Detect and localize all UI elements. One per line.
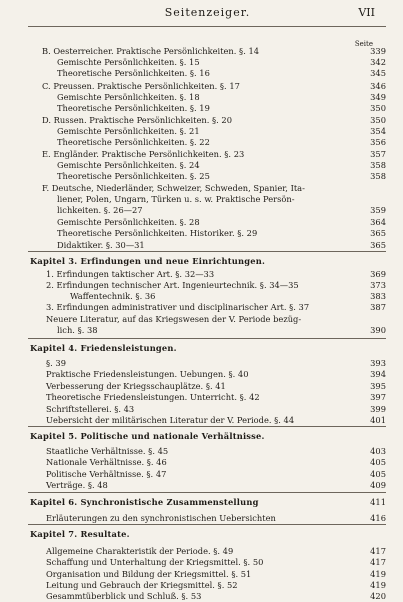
toc-entry bbox=[0, 160, 403, 171]
toc-entry-page: 350 bbox=[370, 115, 386, 125]
toc-chapter-heading bbox=[0, 256, 403, 267]
toc-entry bbox=[0, 404, 403, 415]
toc-entry-text: Neuere Literatur, auf das Kriegswesen der V. Periode bezüg- bbox=[46, 314, 302, 324]
toc-entry-text: Uebersicht der militärischen Literatur der V. Periode. §. 44 bbox=[46, 415, 295, 425]
toc-entry-text: Praktische Friedensleistungen. Uebungen. §. 40 bbox=[46, 369, 249, 379]
toc-entry-text: Gesammtüberblick und Schluß. §. 53 bbox=[46, 591, 202, 601]
page-number: VII bbox=[358, 6, 375, 19]
toc-entry-text: Leitung und Gebrauch der Kriegsmittel. §. 52 bbox=[46, 580, 238, 590]
toc-entry-page: 358 bbox=[370, 160, 386, 170]
toc-entry bbox=[0, 183, 403, 194]
toc-entry bbox=[0, 392, 403, 403]
toc-entry bbox=[0, 92, 403, 103]
section-rule bbox=[28, 524, 386, 525]
section-rule bbox=[28, 251, 386, 252]
toc-entry bbox=[0, 115, 403, 126]
toc-entry-text: Allgemeine Charakteristik der Periode. §. 49 bbox=[46, 546, 234, 556]
toc-entry-text: Gemischte Persönlichkeiten. §. 24 bbox=[57, 160, 200, 170]
toc-entry-text: Gemischte Persönlichkeiten. §. 28 bbox=[57, 217, 200, 227]
toc-entry-page: 359 bbox=[370, 205, 386, 215]
toc-entry bbox=[0, 57, 403, 68]
toc-entry-text: Kapitel 4. Friedensleistungen. bbox=[30, 343, 177, 353]
toc-entry-text: Waffentechnik. §. 36 bbox=[70, 291, 156, 301]
seite-column-label: Seite bbox=[354, 40, 373, 48]
toc-entry bbox=[0, 269, 403, 280]
toc-entry-page: 342 bbox=[370, 57, 386, 67]
toc-entry-page: 339 bbox=[370, 46, 386, 56]
toc-entry-text: Politische Verhältnisse. §. 47 bbox=[46, 469, 167, 479]
section-rule bbox=[28, 492, 386, 493]
toc-entry-page: 383 bbox=[370, 291, 386, 301]
toc-entry-text: C. Preussen. Praktische Persönlichkeiten. §. 17 bbox=[42, 81, 240, 91]
toc-entry bbox=[0, 291, 403, 302]
toc-entry-text: Kapitel 7. Resultate. bbox=[30, 529, 130, 539]
toc-chapter-heading bbox=[0, 343, 403, 354]
toc-entry-text: D. Russen. Praktische Persönlichkeiten. §. 20 bbox=[42, 115, 232, 125]
toc-entry-text: §. 39 bbox=[46, 358, 66, 368]
toc-entry-page: 405 bbox=[370, 457, 386, 467]
toc-entry-text: lichkeiten. §. 26—27 bbox=[57, 205, 143, 215]
toc-chapter-heading bbox=[0, 497, 403, 508]
toc-entry-page: 419 bbox=[370, 569, 386, 579]
toc-entry-page: 419 bbox=[370, 580, 386, 590]
toc-entry bbox=[0, 280, 403, 291]
toc-entry bbox=[0, 580, 403, 591]
toc-entry-page: 365 bbox=[370, 228, 386, 238]
toc-entry bbox=[0, 546, 403, 557]
toc-entry-page: 345 bbox=[370, 68, 386, 78]
toc-entry-page: 394 bbox=[370, 369, 386, 379]
section-rule bbox=[28, 338, 386, 339]
toc-entry-page: 357 bbox=[370, 149, 386, 159]
toc-entry-text: B. Oesterreicher. Praktische Persönlichkeiten. §. 14 bbox=[42, 46, 260, 56]
running-title: Seitenzeiger. bbox=[164, 6, 251, 19]
toc-entry-text: Gemischte Persönlichkeiten. §. 21 bbox=[57, 126, 200, 136]
toc-entry-text: Kapitel 5. Politische und nationale Verhältnisse. bbox=[30, 431, 265, 441]
toc-entry-page: 401 bbox=[370, 415, 386, 425]
toc-entry-page: 399 bbox=[370, 404, 386, 414]
toc-entry-text: 2. Erfindungen technischer Art. Ingenieurtechnik. §. 34—35 bbox=[46, 280, 299, 290]
toc-entry-text: Gemischte Persönlichkeiten. §. 15 bbox=[57, 57, 200, 67]
toc-entry-page: 417 bbox=[370, 557, 386, 567]
toc-entry-text: Theoretische Persönlichkeiten. §. 16 bbox=[57, 68, 210, 78]
toc-entry bbox=[0, 358, 403, 369]
toc-entry-text: Theoretische Friedensleistungen. Unterricht. §. 42 bbox=[46, 392, 260, 402]
toc-entry-text: E. Engländer. Praktische Persönlichkeiten. §. 23 bbox=[42, 149, 245, 159]
toc-entry-text: F. Deutsche, Niederländer, Schweizer, Schweden, Spanier, Ita- bbox=[42, 183, 305, 193]
toc-entry bbox=[0, 381, 403, 392]
toc-entry-page: 365 bbox=[370, 240, 386, 250]
toc-entry-page: 369 bbox=[370, 269, 386, 279]
toc-entry bbox=[0, 194, 403, 205]
toc-chapter-heading bbox=[0, 529, 403, 540]
toc-entry-page: 349 bbox=[370, 92, 386, 102]
toc-entry bbox=[0, 137, 403, 148]
toc-entry-text: liener, Polen, Ungarn, Türken u. s. w. Praktische Persön- bbox=[57, 194, 295, 204]
toc-entry bbox=[0, 171, 403, 182]
toc-entry-page: 409 bbox=[370, 480, 386, 490]
toc-entry bbox=[0, 446, 403, 457]
toc-entry bbox=[0, 81, 403, 92]
toc-entry-page: 350 bbox=[370, 103, 386, 113]
toc-entry-text: Didaktiker. §. 30—31 bbox=[57, 240, 145, 250]
toc-entry bbox=[0, 557, 403, 568]
toc-entry-page: 395 bbox=[370, 381, 386, 391]
toc-entry-page: 420 bbox=[370, 591, 386, 601]
toc-entry-text: Schriftstellerei. §. 43 bbox=[46, 404, 135, 414]
toc-entry-text: Verträge. §. 48 bbox=[46, 480, 108, 490]
toc-entry-text: Erläuterungen zu den synchronistischen Uebersichten bbox=[46, 513, 276, 523]
toc-entry-text: Theoretische Persönlichkeiten. Historiker. §. 29 bbox=[57, 228, 258, 238]
toc-entry-text: Schaffung und Unterhaltung der Kriegsmittel. §. 50 bbox=[46, 557, 264, 567]
toc-entry bbox=[0, 569, 403, 580]
toc-entry-page: 373 bbox=[370, 280, 386, 290]
toc-entry bbox=[0, 325, 403, 336]
toc-entry bbox=[0, 369, 403, 380]
toc-entry-text: Kapitel 3. Erfindungen und neue Einrichtungen. bbox=[30, 256, 266, 266]
toc-entry bbox=[0, 68, 403, 79]
toc-entry bbox=[0, 205, 403, 216]
toc-entry-page: 354 bbox=[370, 126, 386, 136]
toc-entry-page: 411 bbox=[370, 497, 386, 507]
toc-entry-text: Verbesserung der Kriegsschauplätze. §. 41 bbox=[46, 381, 226, 391]
toc-entry bbox=[0, 149, 403, 160]
toc-entry-text: Theoretische Persönlichkeiten. §. 19 bbox=[57, 103, 210, 113]
toc-entry-text: 3. Erfindungen administrativer und disciplinarischer Art. §. 37 bbox=[46, 302, 310, 312]
toc-entry bbox=[0, 469, 403, 480]
toc-entry-text: Kapitel 6. Synchronistische Zusammenstellung bbox=[30, 497, 259, 507]
toc-entry bbox=[0, 240, 403, 251]
toc-entry-page: 405 bbox=[370, 469, 386, 479]
toc-entry bbox=[0, 513, 403, 524]
toc-entry-text: Theoretische Persönlichkeiten. §. 25 bbox=[57, 171, 210, 181]
toc-entry bbox=[0, 103, 403, 114]
toc-entry-page: 387 bbox=[370, 302, 386, 312]
toc-entry bbox=[0, 46, 403, 57]
toc-entry bbox=[0, 314, 403, 325]
toc-entry-text: Organisation und Bildung der Kriegsmittel. §. 51 bbox=[46, 569, 252, 579]
toc-entry-page: 358 bbox=[370, 171, 386, 181]
toc-entry bbox=[0, 302, 403, 313]
toc-entry-page: 393 bbox=[370, 358, 386, 368]
toc-entry-page: 346 bbox=[370, 81, 386, 91]
toc-entry-page: 417 bbox=[370, 546, 386, 556]
toc-entry-text: Theoretische Persönlichkeiten. §. 22 bbox=[57, 137, 210, 147]
toc-entry-text: Staatliche Verhältnisse. §. 45 bbox=[46, 446, 169, 456]
toc-chapter-heading bbox=[0, 431, 403, 442]
toc-entry-text: Nationale Verhältnisse. §. 46 bbox=[46, 457, 167, 467]
toc-entry-text: 1. Erfindungen taktischer Art. §. 32—33 bbox=[46, 269, 215, 279]
toc-entry-page: 356 bbox=[370, 137, 386, 147]
toc-entry-page: 390 bbox=[370, 325, 386, 335]
toc-entry-page: 364 bbox=[370, 217, 386, 227]
toc-entry-page: 397 bbox=[370, 392, 386, 402]
section-rule bbox=[28, 426, 386, 427]
toc-entry bbox=[0, 591, 403, 602]
toc-entry-text: lich. §. 38 bbox=[57, 325, 98, 335]
toc-entry bbox=[0, 217, 403, 228]
toc-entry bbox=[0, 126, 403, 137]
toc-entry-text: Gemischte Persönlichkeiten. §. 18 bbox=[57, 92, 200, 102]
toc-entry bbox=[0, 415, 403, 426]
toc-entry bbox=[0, 480, 403, 491]
toc-entry-page: 416 bbox=[370, 513, 386, 523]
toc-entry bbox=[0, 228, 403, 239]
toc-entry bbox=[0, 457, 403, 468]
toc-entry-page: 403 bbox=[370, 446, 386, 456]
